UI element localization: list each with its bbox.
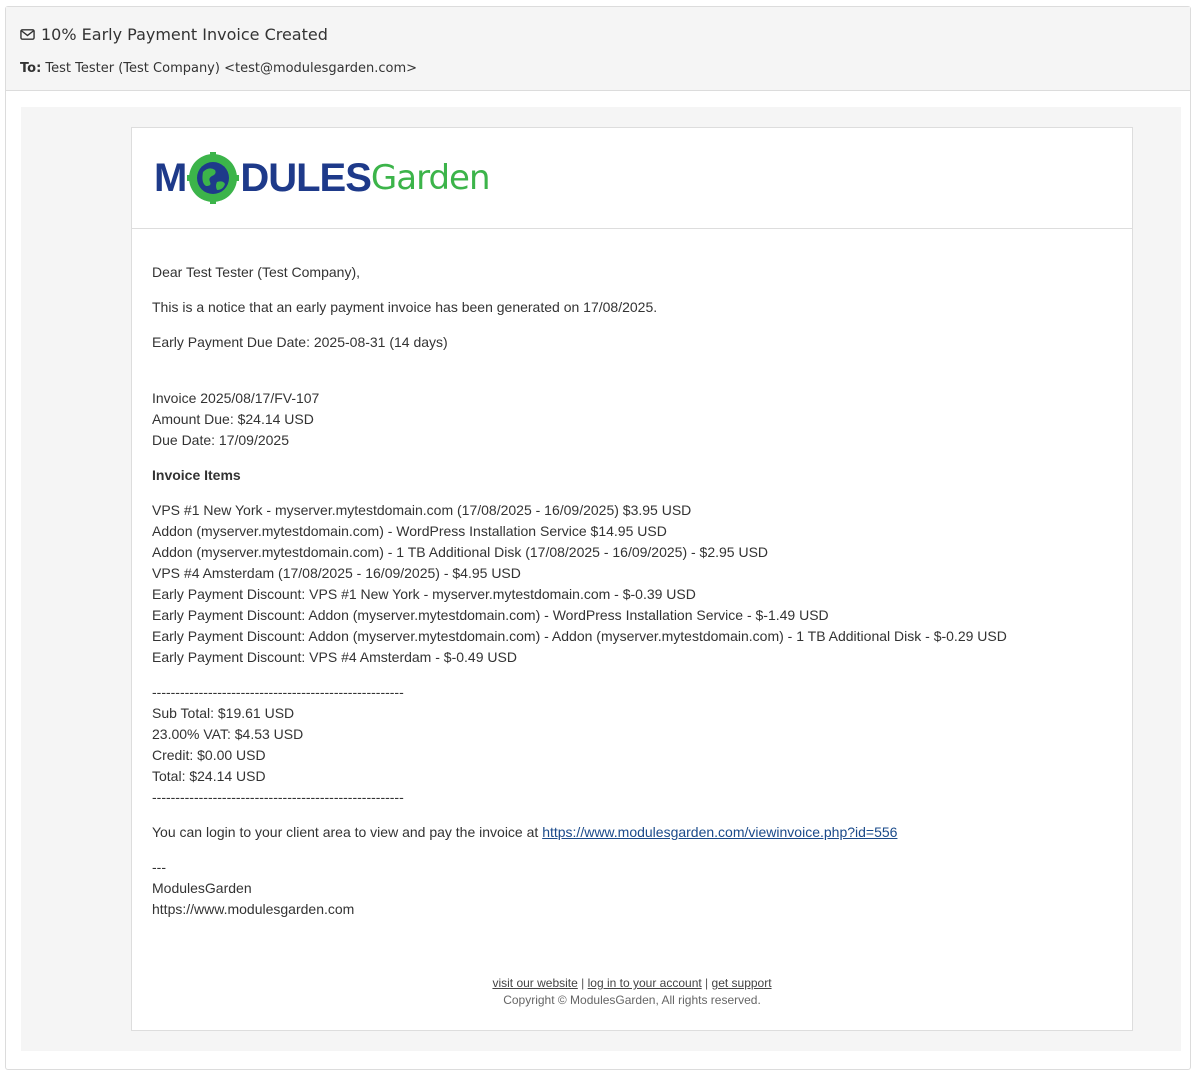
signature-url: https://www.modulesgarden.com bbox=[152, 901, 355, 917]
invoice-link[interactable]: https://www.modulesgarden.com/viewinvoice.php?id=556 bbox=[542, 824, 898, 840]
email-body-background bbox=[21, 107, 1181, 1051]
invoice-items-heading: Invoice Items bbox=[152, 467, 241, 483]
invoice-item: Addon (myserver.mytestdomain.com) - 1 TB Additional Disk (17/08/2025 - 16/09/2025) - $2.95 USD bbox=[152, 544, 769, 560]
invoice-item: Early Payment Discount: Addon (myserver.mytestdomain.com) - WordPress Installation Service - $-1.49 USD bbox=[152, 607, 829, 623]
total-amount: Total: $24.14 USD bbox=[152, 768, 266, 784]
invoice-item: Early Payment Discount: VPS #4 Amsterdam - $-0.49 USD bbox=[152, 649, 517, 665]
invoice-number: Invoice 2025/08/17/FV-107 bbox=[152, 390, 320, 406]
logo-area bbox=[132, 128, 1132, 229]
invoice-item: Addon (myserver.mytestdomain.com) - WordPress Installation Service $14.95 USD bbox=[152, 523, 667, 539]
amount-due: Amount Due: $24.14 USD bbox=[152, 411, 314, 427]
separator-line: ------------------------------------------------------ bbox=[152, 789, 404, 805]
email-card bbox=[131, 127, 1133, 1031]
greeting: Dear Test Tester (Test Company), bbox=[152, 264, 361, 280]
invoice-item: VPS #1 New York - myserver.mytestdomain.com (17/08/2025 - 16/09/2025) $3.95 USD bbox=[152, 502, 692, 518]
due-date: Due Date: 17/09/2025 bbox=[152, 432, 289, 448]
signature-name: ModulesGarden bbox=[152, 880, 252, 896]
invoice-item: Early Payment Discount: VPS #1 New York - myserver.mytestdomain.com - $-0.39 USD bbox=[152, 586, 696, 602]
login-account-link[interactable]: log in to your account bbox=[587, 976, 702, 990]
get-support-link[interactable]: get support bbox=[711, 976, 772, 990]
email-header bbox=[6, 7, 1190, 91]
subject-row bbox=[20, 25, 328, 44]
signature-dashes: --- bbox=[152, 859, 166, 875]
invoice-item: Early Payment Discount: Addon (myserver.mytestdomain.com) - Addon (myserver.mytestdomain.com) - 1 TB Additional Disk - $-0.29 USD bbox=[152, 628, 1007, 644]
invoice-item: VPS #4 Amsterdam (17/08/2025 - 16/09/2025) - $4.95 USD bbox=[152, 565, 521, 581]
copyright-text: Copyright © ModulesGarden, All rights reserved. bbox=[503, 993, 761, 1007]
vat-amount: 23.00% VAT: $4.53 USD bbox=[152, 726, 304, 742]
footer-links bbox=[132, 974, 1132, 992]
credit-amount: Credit: $0.00 USD bbox=[152, 747, 266, 763]
envelope-icon bbox=[20, 27, 35, 42]
recipient-row bbox=[20, 61, 417, 76]
footer-separator: | bbox=[581, 976, 585, 990]
email-subject: 10% Early Payment Invoice Created bbox=[41, 25, 328, 44]
logo-text-dules: DULES bbox=[240, 156, 371, 200]
footer-separator: | bbox=[705, 976, 709, 990]
login-instruction bbox=[152, 822, 897, 843]
separator-line: ------------------------------------------------------ bbox=[152, 684, 404, 700]
modulesgarden-logo bbox=[154, 150, 490, 206]
logo-text-garden: Garden bbox=[370, 158, 490, 198]
to-label: To: bbox=[20, 61, 42, 76]
login-text: You can login to your client area to view and pay the invoice at bbox=[152, 824, 543, 840]
globe-gear-icon bbox=[187, 152, 239, 204]
sub-total: Sub Total: $19.61 USD bbox=[152, 705, 295, 721]
notice-text: This is a notice that an early payment invoice has been generated on 17/08/2025. bbox=[152, 299, 658, 315]
early-due-date: Early Payment Due Date: 2025-08-31 (14 days) bbox=[152, 334, 448, 350]
logo-text-m: M bbox=[154, 156, 187, 200]
email-preview-panel bbox=[5, 6, 1191, 1070]
recipient-value: Test Tester (Test Company) <test@modulesgarden.com> bbox=[45, 61, 418, 76]
visit-website-link[interactable]: visit our website bbox=[492, 976, 578, 990]
